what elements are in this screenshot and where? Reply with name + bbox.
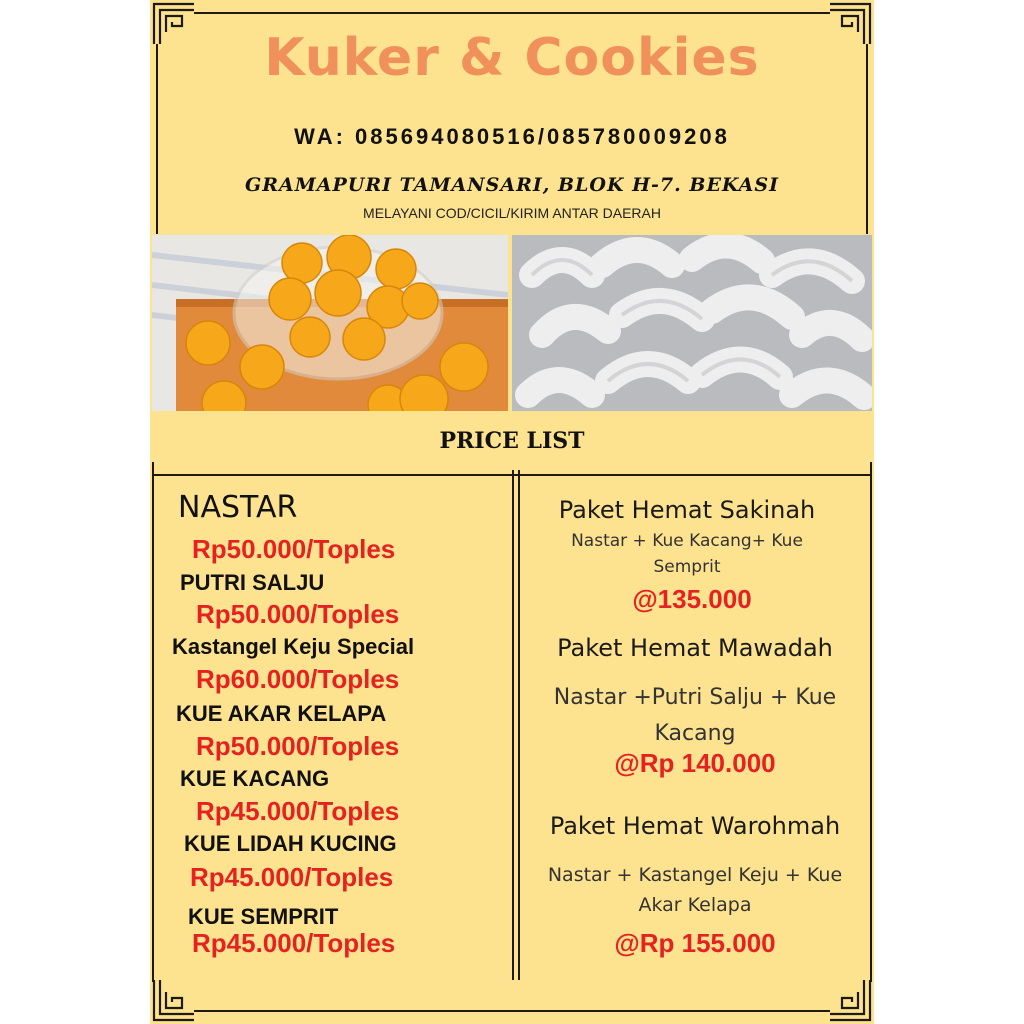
column-divider-right	[518, 470, 520, 980]
frame-top-line	[194, 12, 830, 14]
package-title: Paket Hemat Mawadah	[557, 634, 833, 662]
product-name: PUTRI SALJU	[180, 570, 325, 595]
product-price: Rp60.000/Toples	[196, 664, 400, 694]
product-name: KUE LIDAH KUCING	[184, 831, 397, 856]
frame-left-line-bottom	[152, 462, 154, 982]
putri-salju-photo	[512, 235, 872, 411]
product-price: Rp50.000/Toples	[196, 731, 400, 761]
package-description: Nastar +Putri Salju + Kue Kacang	[553, 685, 837, 746]
package-description: Nastar + Kastangel Keju + Kue Akar Kelapa	[547, 864, 843, 916]
frame-right-line-bottom	[870, 462, 872, 982]
corner-ornament-bottom-right-icon	[828, 978, 872, 1022]
package-price: @Rp 155.000	[614, 928, 776, 958]
package-price: @Rp 140.000	[614, 748, 776, 778]
column-divider-left	[512, 470, 514, 980]
product-name: Kastangel Keju Special	[172, 634, 415, 659]
service-note: MELAYANI COD/CICIL/KIRIM ANTAR DAERAH	[363, 205, 661, 221]
product-price: Rp45.000/Toples	[196, 796, 400, 826]
address: GRAMAPURI TAMANSARI, BLOK H-7. BEKASI	[244, 174, 780, 196]
product-name: KUE KACANG	[180, 766, 330, 791]
putri-salju-illustration	[512, 235, 872, 411]
package-title: Paket Hemat Warohmah	[549, 812, 841, 840]
product-name: KUE AKAR KELAPA	[176, 701, 387, 726]
package-price: @135.000	[632, 584, 752, 614]
package-description: Nastar + Kue Kacang+ Kue Semprit	[571, 531, 803, 577]
corner-ornament-bottom-left-icon	[152, 978, 196, 1022]
price-list-title: PRICE LIST	[439, 428, 585, 454]
contact-number: WA: 085694080516/085780009208	[294, 124, 730, 149]
nastar-photo	[152, 235, 508, 411]
brand-title: Kuker & Cookies	[264, 28, 760, 88]
product-price: Rp45.000/Toples	[192, 928, 396, 958]
product-name: NASTAR	[178, 490, 298, 525]
poster	[150, 0, 874, 1024]
product-price: Rp50.000/Toples	[192, 534, 396, 564]
frame-bottom-line	[194, 1010, 830, 1012]
product-name: KUE SEMPRIT	[188, 904, 339, 929]
product-price: Rp50.000/Toples	[196, 599, 400, 629]
nastar-illustration	[152, 235, 508, 411]
product-price: Rp45.000/Toples	[190, 862, 394, 892]
package-title: Paket Hemat Sakinah	[558, 496, 816, 524]
